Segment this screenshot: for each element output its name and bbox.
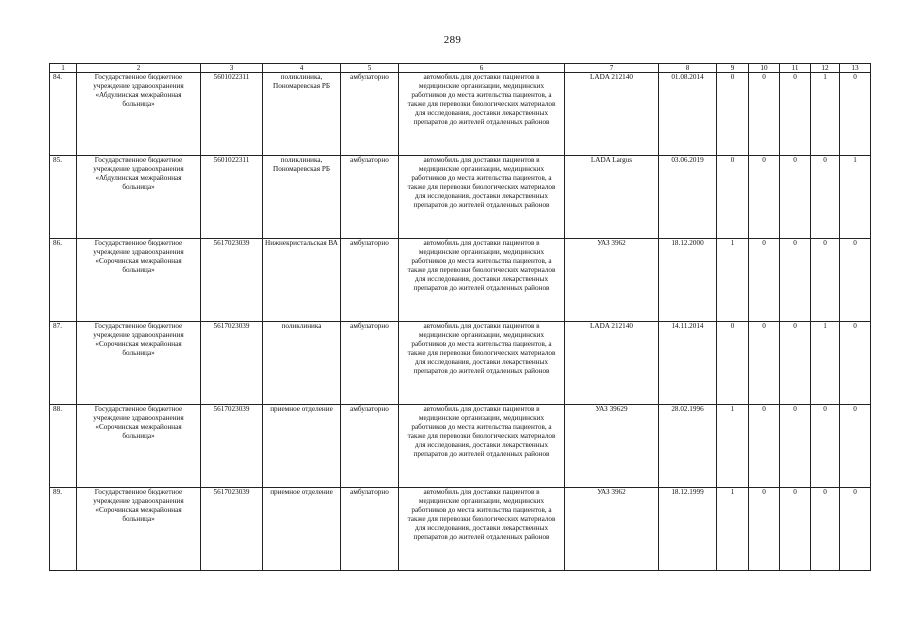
organization-name: Государственное бюджетное учреждение здравоохранения «Абдулинская межрайонная больница» [77,156,201,239]
department: приемное отделение [263,405,341,488]
vehicle-model: УАЗ 39629 [565,405,659,488]
col-10-value: 0 [749,239,780,322]
department: Нижнекристальская ВА [263,239,341,322]
col-13-value: 0 [840,488,871,571]
col-9-value: 1 [717,488,749,571]
table-row [50,405,871,488]
col-10-value: 0 [749,405,780,488]
vehicle-purpose: автомобиль для доставки пациентов в медицинские организации, медицинских работников до места жительства пациентов, а также для перевозки биологических материалов для исследования, доставки лекарственных препаратов до жителей отдаленных районов [399,405,565,488]
row-number: 86. [50,239,77,322]
acquisition-date: 28.02.1996 [659,405,717,488]
vehicle-purpose: автомобиль для доставки пациентов в медицинские организации, медицинских работников до места жительства пациентов, а также для перевозки биологических материалов для исследования, доставки лекарственных препаратов до жителей отдаленных районов [399,239,565,322]
acquisition-date: 18.12.2000 [659,239,717,322]
inn-code: 5617023039 [201,405,263,488]
table-row [50,239,871,322]
organization-name: Государственное бюджетное учреждение здравоохранения «Сорочинская межрайонная больница» [77,405,201,488]
col-11-value: 0 [780,239,811,322]
col-12-value: 0 [811,488,840,571]
col-12-value: 0 [811,156,840,239]
column-header: 10 [749,64,780,73]
column-header: 5 [341,64,399,73]
table-row [50,488,871,571]
care-type: амбулаторно [341,322,399,405]
vehicle-purpose: автомобиль для доставки пациентов в медицинские организации, медицинских работников до места жительства пациентов, а также для перевозки биологических материалов для исследования, доставки лекарственных препаратов до жителей отдаленных районов [399,488,565,571]
col-12-value: 0 [811,405,840,488]
organization-name: Государственное бюджетное учреждение здравоохранения «Абдулинская межрайонная больница» [77,73,201,156]
acquisition-date: 03.06.2019 [659,156,717,239]
column-header: 4 [263,64,341,73]
vehicle-purpose: автомобиль для доставки пациентов в медицинские организации, медицинских работников до места жительства пациентов, а также для перевозки биологических материалов для исследования, доставки лекарственных препаратов до жителей отдаленных районов [399,156,565,239]
column-header: 13 [840,64,871,73]
column-header: 7 [565,64,659,73]
vehicle-table [49,63,871,571]
acquisition-date: 14.11.2014 [659,322,717,405]
table-row [50,73,871,156]
row-number: 89. [50,488,77,571]
inn-code: 5601022311 [201,73,263,156]
col-11-value: 0 [780,322,811,405]
page-number: 289 [443,34,462,46]
department: поликлиника, Пономаревская РБ [263,156,341,239]
col-11-value: 0 [780,405,811,488]
inn-code: 5601022311 [201,156,263,239]
col-10-value: 0 [749,488,780,571]
care-type: амбулаторно [341,488,399,571]
row-number: 85. [50,156,77,239]
col-9-value: 0 [717,156,749,239]
col-11-value: 0 [780,73,811,156]
col-10-value: 0 [749,73,780,156]
vehicle-purpose: автомобиль для доставки пациентов в медицинские организации, медицинских работников до места жительства пациентов, а также для перевозки биологических материалов для исследования, доставки лекарственных препаратов до жителей отдаленных районов [399,73,565,156]
organization-name: Государственное бюджетное учреждение здравоохранения «Сорочинская межрайонная больница» [77,322,201,405]
row-number: 88. [50,405,77,488]
vehicle-model: LADA 212140 [565,73,659,156]
col-11-value: 0 [780,156,811,239]
col-13-value: 0 [840,239,871,322]
care-type: амбулаторно [341,156,399,239]
inn-code: 5617023039 [201,322,263,405]
department: поликлиника, Пономаревская РБ [263,73,341,156]
col-9-value: 0 [717,322,749,405]
care-type: амбулаторно [341,405,399,488]
column-header: 11 [780,64,811,73]
column-number-row [50,64,871,73]
department: поликлиника [263,322,341,405]
organization-name: Государственное бюджетное учреждение здравоохранения «Сорочинская межрайонная больница» [77,239,201,322]
acquisition-date: 01.08.2014 [659,73,717,156]
table-row [50,156,871,239]
col-10-value: 0 [749,322,780,405]
vehicle-purpose: автомобиль для доставки пациентов в медицинские организации, медицинских работников до места жительства пациентов, а также для перевозки биологических материалов для исследования, доставки лекарственных препаратов до жителей отдаленных районов [399,322,565,405]
col-13-value: 1 [840,156,871,239]
department: приемное отделение [263,488,341,571]
row-number: 84. [50,73,77,156]
col-13-value: 0 [840,322,871,405]
inn-code: 5617023039 [201,488,263,571]
col-11-value: 0 [780,488,811,571]
column-header: 9 [717,64,749,73]
vehicle-model: LADA Largus [565,156,659,239]
col-12-value: 1 [811,73,840,156]
vehicle-model: LADA 212140 [565,322,659,405]
col-13-value: 0 [840,405,871,488]
column-header: 6 [399,64,565,73]
vehicle-model: УАЗ 3962 [565,488,659,571]
column-header: 3 [201,64,263,73]
column-header: 8 [659,64,717,73]
col-9-value: 1 [717,405,749,488]
column-header: 12 [811,64,840,73]
row-number: 87. [50,322,77,405]
column-header: 1 [50,64,77,73]
organization-name: Государственное бюджетное учреждение здравоохранения «Сорочинская межрайонная больница» [77,488,201,571]
column-header: 2 [77,64,201,73]
col-12-value: 1 [811,322,840,405]
col-10-value: 0 [749,156,780,239]
col-9-value: 1 [717,239,749,322]
care-type: амбулаторно [341,239,399,322]
col-9-value: 0 [717,73,749,156]
care-type: амбулаторно [341,73,399,156]
vehicle-model: УАЗ 3962 [565,239,659,322]
inn-code: 5617023039 [201,239,263,322]
table-row [50,322,871,405]
acquisition-date: 18.12.1999 [659,488,717,571]
col-12-value: 0 [811,239,840,322]
col-13-value: 0 [840,73,871,156]
